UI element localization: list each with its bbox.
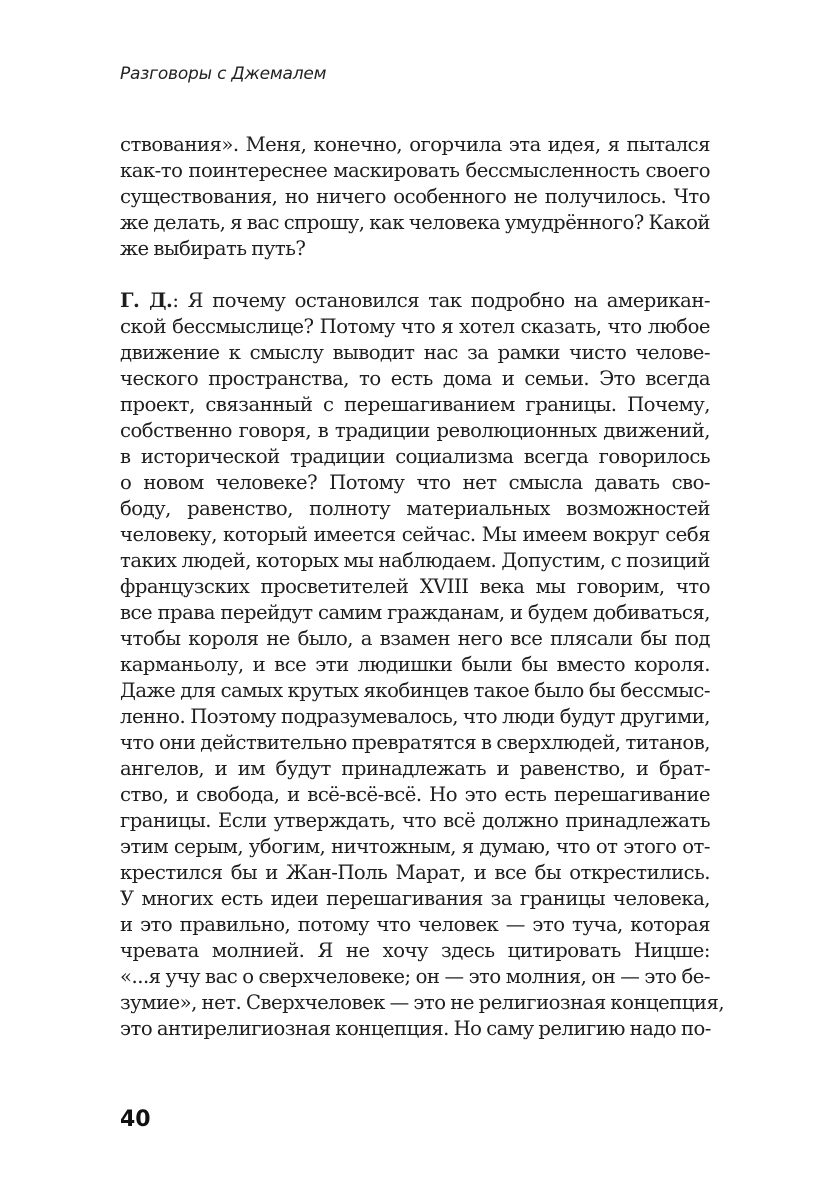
text-line: же делать, я вас спрошу, как человека умудрённого? Какой <box>120 211 710 234</box>
page-number: 40 <box>120 1107 151 1132</box>
text-line: о новом человеке? Потому что нет смысла давать сво- <box>120 471 710 494</box>
text-line: ствования». Меня, конечно, огорчила эта идея, я пытался <box>120 133 710 156</box>
text-line: человеку, который имеется сейчас. Мы имеем вокруг себя <box>120 523 710 546</box>
text-line: границы. Если утверждать, что всё должно принадлежать <box>120 809 710 832</box>
text-line: «...я учу вас о сверхчеловеке; он — это молния, он — это бе- <box>120 965 710 988</box>
text-line: карманьолу, и все эти людишки были бы вместо короля. <box>120 653 710 676</box>
text-line: все права перейдут самим гражданам, и будем добиваться, <box>120 601 710 624</box>
text-line: таких людей, которых мы наблюдаем. Допустим, с позиций <box>120 549 710 572</box>
text-line: это антирелигиозная концепция. Но саму религию надо по- <box>120 1017 711 1040</box>
text-line: ческого пространства, то есть дома и семьи. Это всегда <box>120 367 710 390</box>
paragraph-1 <box>120 132 710 262</box>
text-line: существования, но ничего особенного не получилось. Что <box>120 185 710 208</box>
text-line: же выбирать путь? <box>120 237 306 260</box>
text-line: У многих есть идеи перешагивания за границы человека, <box>120 887 710 910</box>
text-line: зумие», нет. Сверхчеловек — это не религиозная концепция, <box>120 991 725 1014</box>
text-line-rest: : Я почему остановился так подробно на американ- <box>172 289 710 312</box>
speaker-label: Г. Д. <box>120 289 173 312</box>
paragraph-2 <box>120 288 725 1042</box>
text-line: чтобы короля не было, а взамен него все плясали бы под <box>120 627 710 650</box>
text-line: в исторической традиции социализма всегда говорилось <box>120 445 710 468</box>
text-line: проект, связанный с перешагиванием границы. Почему, <box>120 393 710 416</box>
text-line: боду, равенство, полноту материальных возможностей <box>120 497 710 520</box>
text-line: собственно говоря, в традиции революционных движений, <box>120 419 710 442</box>
text-line: ской бессмыслице? Потому что я хотел сказать, что любое <box>120 315 710 338</box>
text-line: что они действительно превратятся в сверхлюдей, титанов, <box>120 731 710 754</box>
text-line: чревата молнией. Я не хочу здесь цитировать Ницше: <box>120 939 710 962</box>
text-line: ленно. Поэтому подразумевалось, что люди будут другими, <box>120 705 710 728</box>
text-line: и это правильно, потому что человек — это туча, которая <box>120 913 710 936</box>
text-line: Даже для самых крутых якобинцев такое было бы бессмыс- <box>120 679 710 702</box>
text-line-first <box>120 288 710 314</box>
text-line: этим серым, убогим, ничтожным, я думаю, что от этого от- <box>120 835 710 858</box>
text-line: ангелов, и им будут принадлежать и равенство, и брат- <box>120 757 710 780</box>
running-head: Разговоры с Джемалем <box>120 64 327 84</box>
text-line: как-то поинтереснее маскировать бессмысленность своего <box>120 159 710 182</box>
text-line: крестился бы и Жан-Поль Марат, и все бы открестились. <box>120 861 710 884</box>
text-line: движение к смыслу выводит нас за рамки чисто челове- <box>120 341 710 364</box>
text-line: ство, и свобода, и всё-всё-всё. Но это есть перешагивание <box>120 783 710 806</box>
text-line: французских просветителей XVIII века мы говорим, что <box>120 575 710 598</box>
